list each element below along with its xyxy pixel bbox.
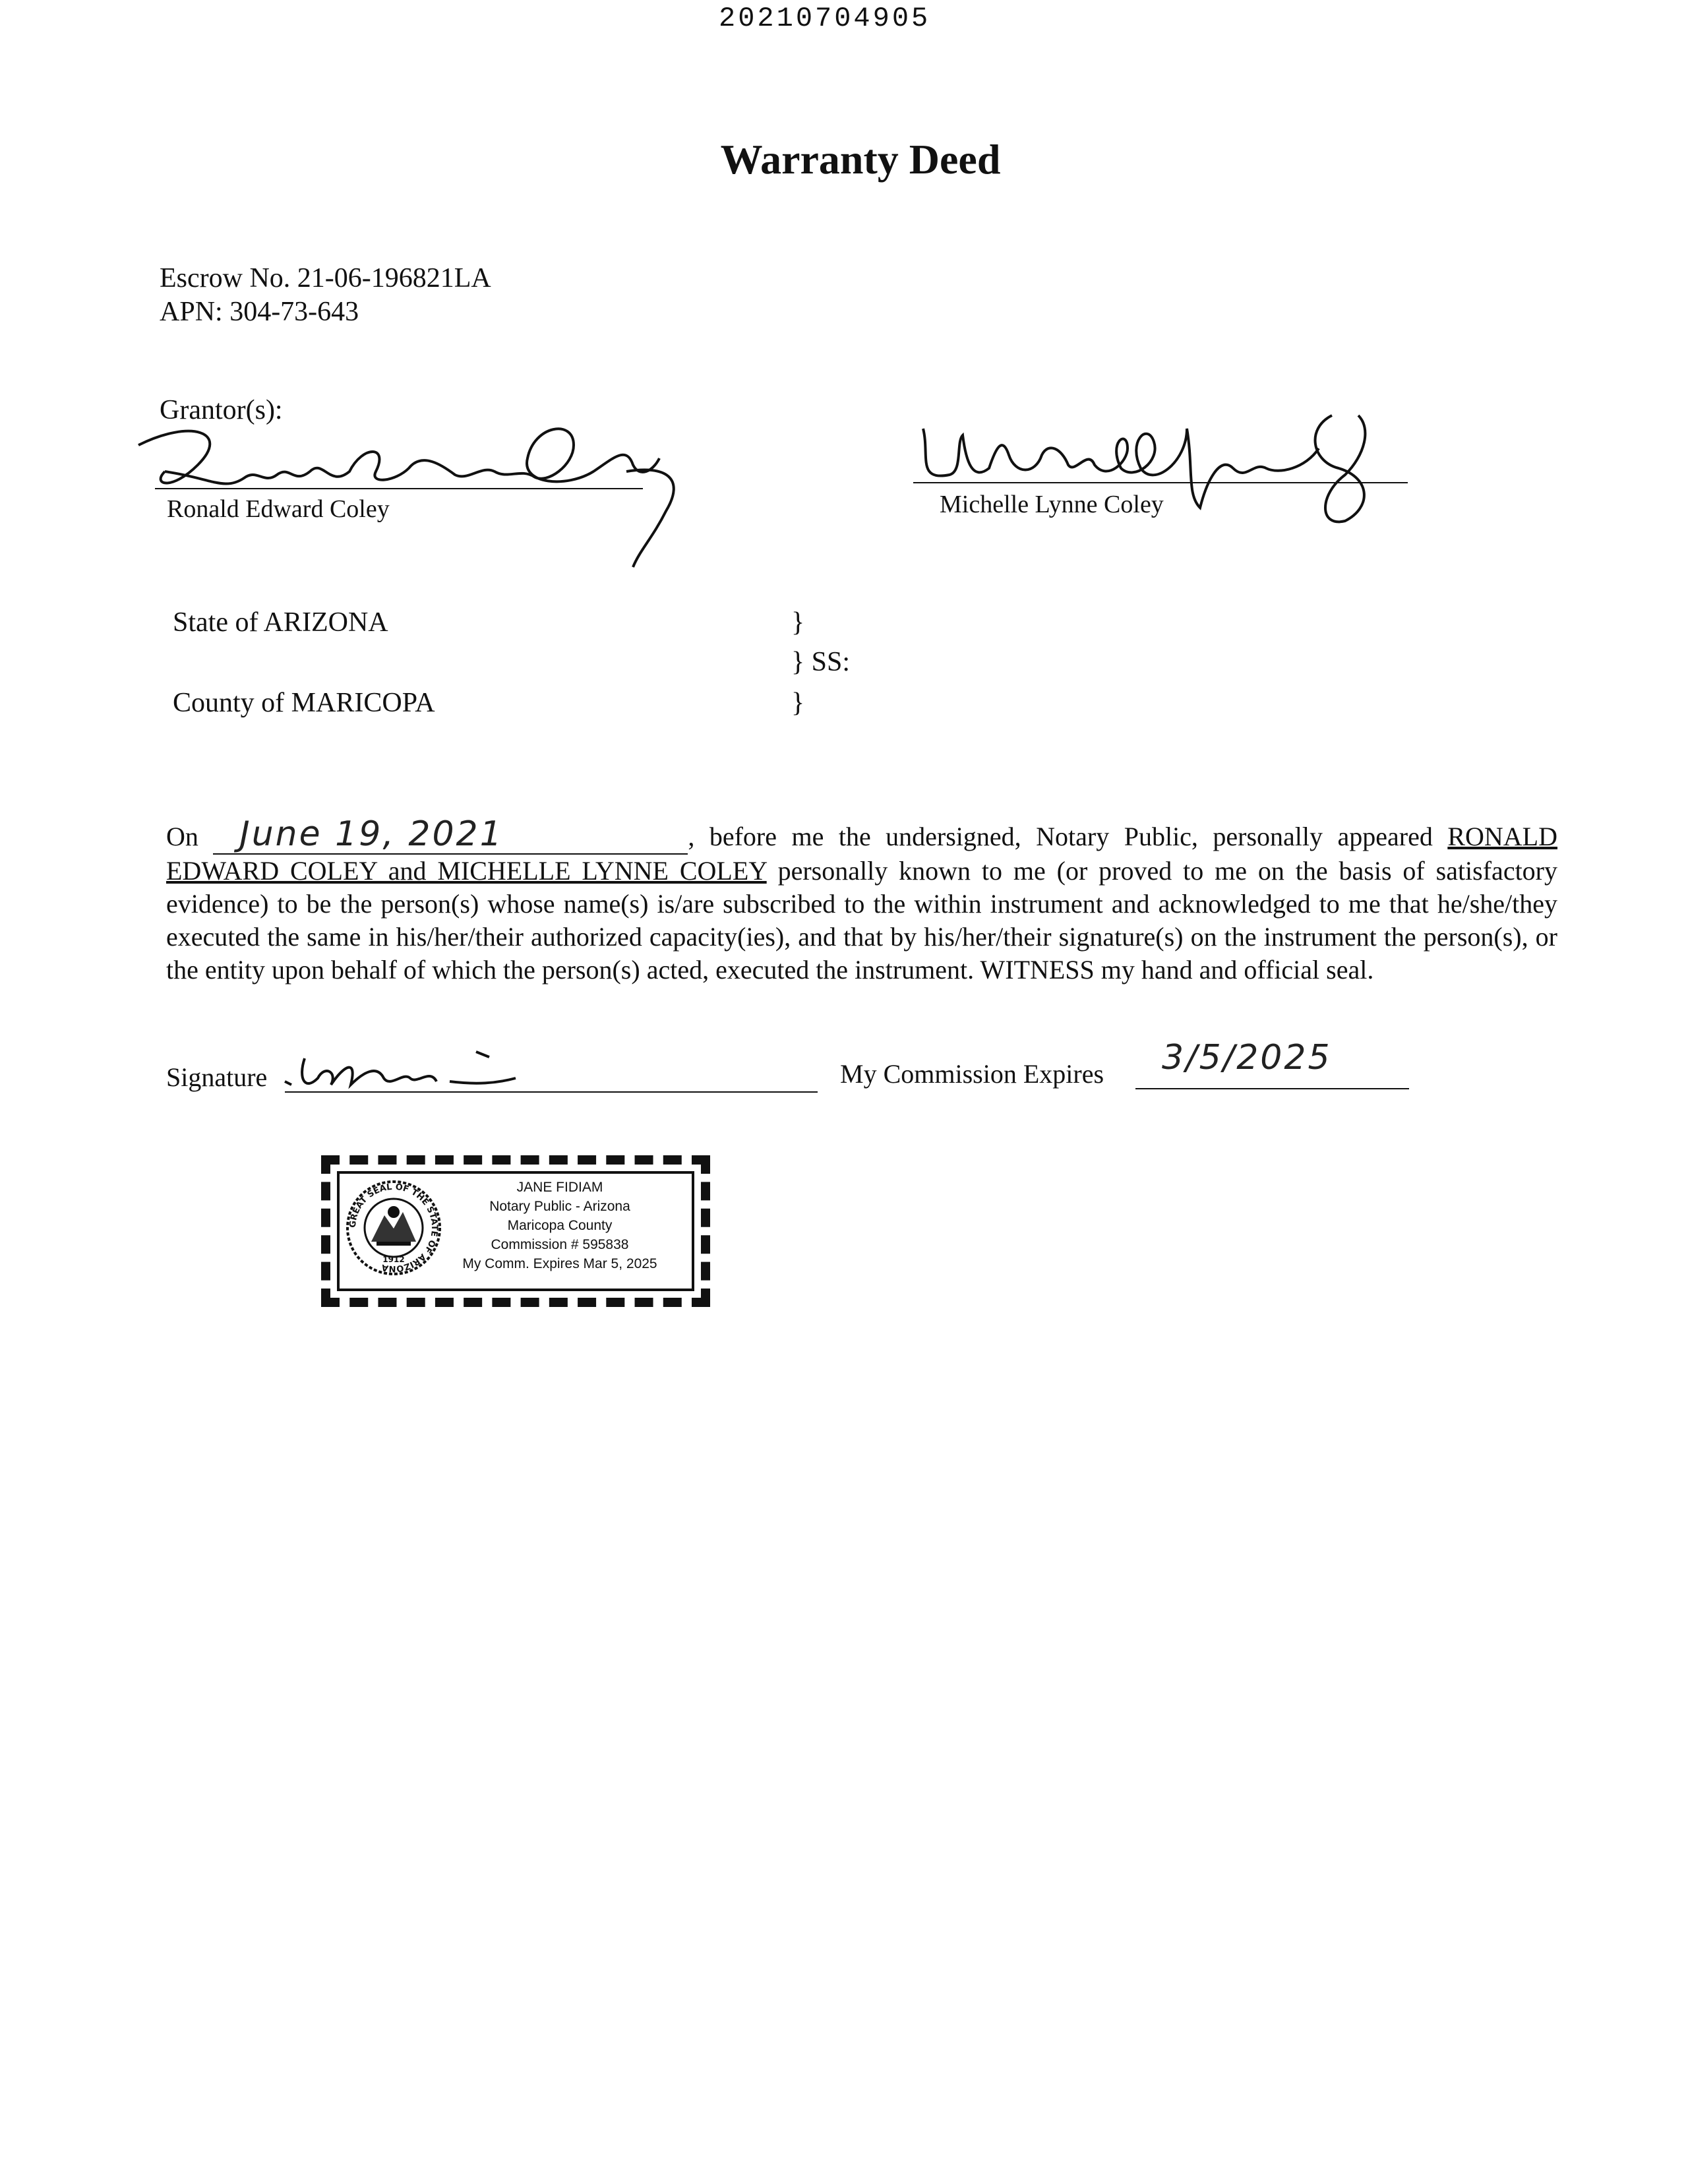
- venue-state: State of ARIZONA: [173, 607, 388, 638]
- grantor2-signature-line: [913, 482, 1408, 483]
- notary-name: JANE FIDIAM: [516, 1180, 603, 1195]
- appeared-names: RONALD EDWARD COLEY and MICHELLE LYNNE COLEY: [166, 822, 1557, 886]
- recording-number: 20210704905: [719, 3, 931, 34]
- on-label: On: [166, 822, 198, 851]
- arizona-state-seal-icon: [345, 1179, 442, 1277]
- seal-year: 1912: [382, 1255, 405, 1264]
- notary-commission-expiry: My Comm. Expires Mar 5, 2025: [462, 1256, 657, 1271]
- notary-commission-number: Commission # 595838: [491, 1237, 629, 1252]
- commission-expires-label: My Commission Expires: [840, 1059, 1104, 1089]
- commission-expires-date: 3/5/2025: [1162, 1038, 1332, 1077]
- acknowledgment-text-1: , before me the undersigned, Notary Public, personally appeared: [688, 822, 1448, 851]
- document-title: Warranty Deed: [720, 136, 1001, 183]
- grantor1-name: Ronald Edward Coley: [167, 495, 390, 523]
- grantor1-signature-line: [155, 488, 643, 489]
- acknowledgment-date: June 19, 2021: [239, 814, 504, 854]
- notary-stamp: [321, 1155, 710, 1307]
- grantors-label: Grantor(s):: [160, 395, 283, 425]
- acknowledgment-date-blank: [213, 814, 688, 855]
- apn-number: APN: 304-73-643: [160, 297, 359, 327]
- seal-text: GREAT SEAL OF THE STATE OF ARIZONA: [347, 1182, 440, 1274]
- notary-signature: [278, 1045, 555, 1098]
- notary-stamp-text: [448, 1178, 672, 1273]
- venue-brace-top: }: [791, 607, 805, 638]
- notary-county: Maricopa County: [507, 1218, 613, 1233]
- venue-brace-bottom: }: [791, 688, 805, 718]
- grantor2-name: Michelle Lynne Coley: [940, 491, 1164, 518]
- signature-label: Signature: [166, 1062, 268, 1092]
- acknowledgment-paragraph: [166, 814, 1558, 986]
- notary-title: Notary Public - Arizona: [489, 1199, 630, 1214]
- venue-county: County of MARICOPA: [173, 688, 435, 718]
- venue-ss: } SS:: [791, 647, 851, 677]
- commission-date-blank-line: [1135, 1088, 1409, 1089]
- acknowledgment-text-2: personally known to me (or proved to me on the basis of satisfactory evidence) to be the person(s) whose name(s) is/are subscribed to the within instrument and acknowledged to me that he/she/they executed the same in his/her/their authorized capacity(ies), and that by his/her/their signature(s) on the instrument the person(s), or the entity upon behalf of which the person(s) acted, executed the instrument. WITNESS my hand and official seal.: [166, 856, 1558, 985]
- escrow-number: Escrow No. 21-06-196821LA: [160, 263, 491, 293]
- signature-blank-line: [285, 1091, 818, 1093]
